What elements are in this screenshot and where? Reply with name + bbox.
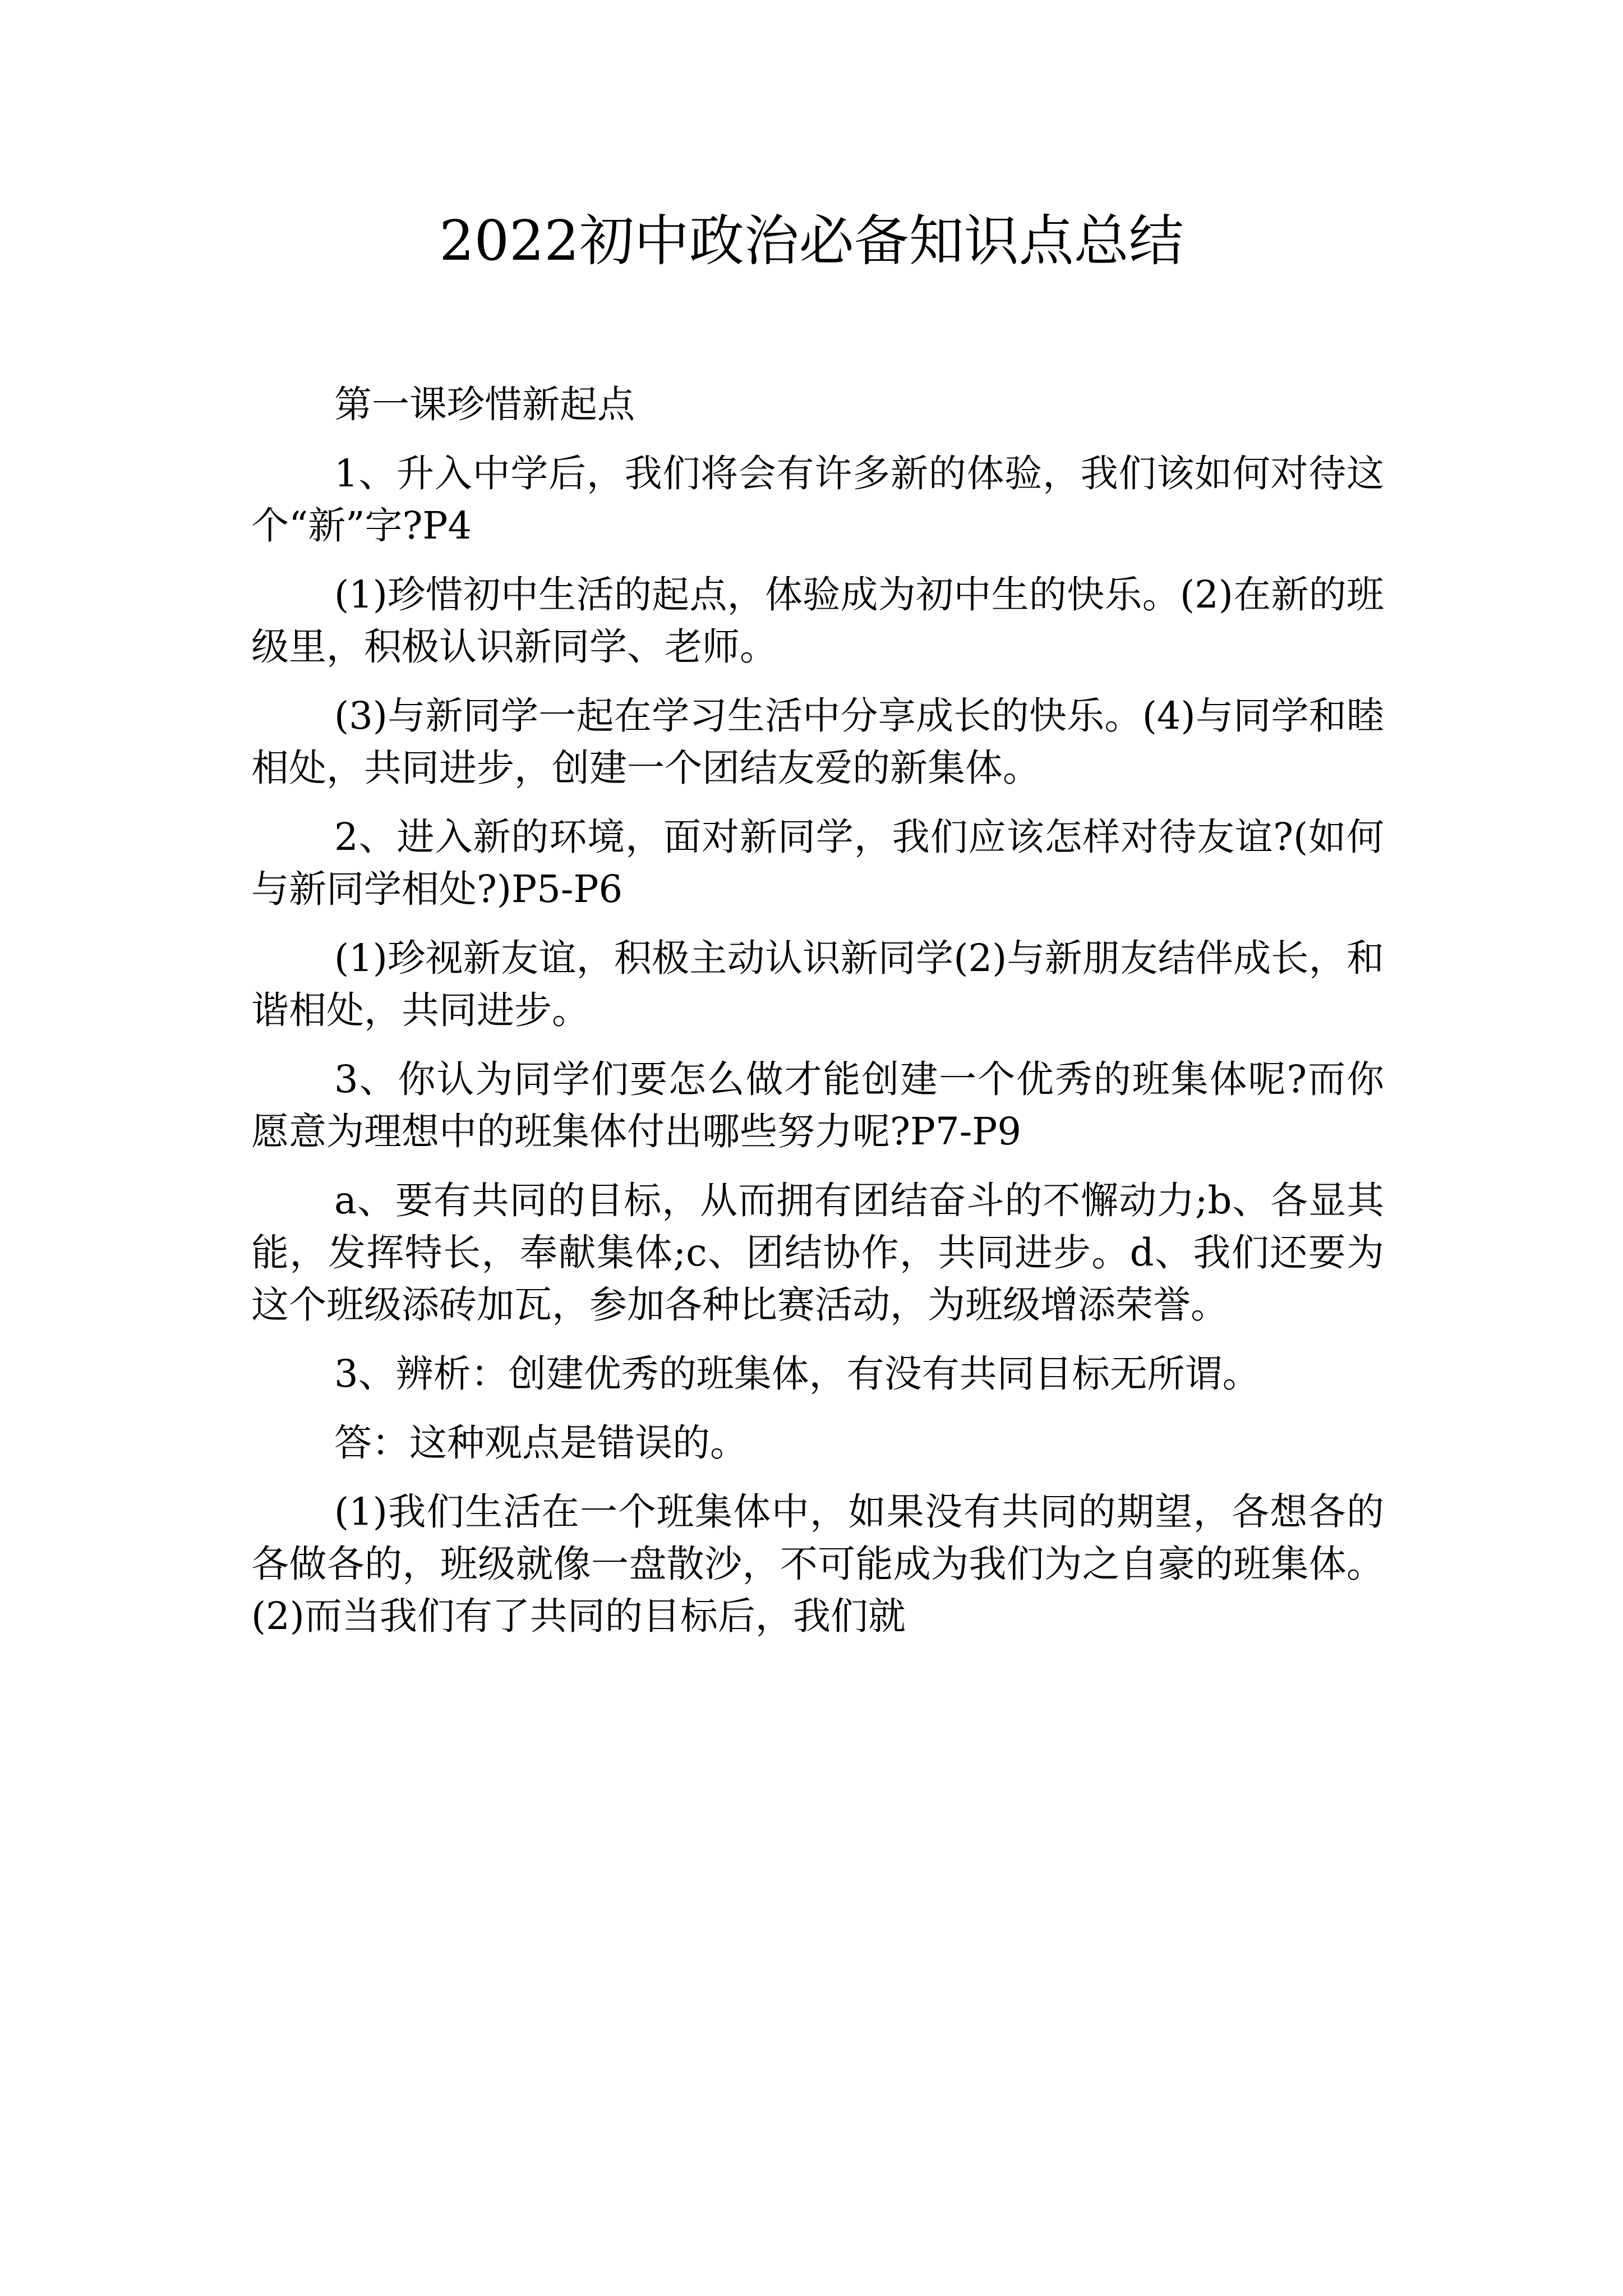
question-2: 2、进入新的环境，面对新同学，我们应该怎样对待友谊?(如何与新同学相处?)P5-P6 — [251, 815, 1384, 911]
answer-2: (1)珍视新友谊，积极主动认识新同学(2)与新朋友结伴成长，和谐相处，共同进步。 — [251, 936, 1384, 1032]
section-heading: 第一课珍惜新起点 — [334, 383, 635, 426]
analysis-explanation: (1)我们生活在一个班集体中，如果没有共同的期望，各想各的各做各的，班级就像一盘散沙，不可能成为我们为之自豪的班集体。(2)而当我们有了共同的目标后，我们就 — [251, 1490, 1384, 1638]
answer-1-part-1: (1)珍惜初中生活的起点，体验成为初中生的快乐。(2)在新的班级里，积极认识新同学、老师。 — [251, 573, 1384, 669]
question-3: 3、你认为同学们要怎么做才能创建一个优秀的班集体呢?而你愿意为理想中的班集体付出哪些努力呢?P7-P9 — [251, 1057, 1384, 1153]
analysis-answer: 答：这种观点是错误的。 — [334, 1421, 748, 1465]
question-1: 1、升入中学后，我们将会有许多新的体验，我们该如何对待这个“新”字?P4 — [251, 452, 1384, 547]
answer-3: a、要有共同的目标，从而拥有团结奋斗的不懈动力;b、各显其能，发挥特长，奉献集体;c、团结协作，共同进步。d、我们还要为这个班级添砖加瓦，参加各种比赛活动，为班级增添荣誉。 — [251, 1179, 1384, 1327]
document-body — [251, 379, 1384, 1659]
analysis-question: 3、辨析：创建优秀的班集体，有没有共同目标无所谓。 — [334, 1352, 1260, 1396]
document-title: 2022初中政治必备知识点总结 — [439, 209, 1184, 273]
answer-1-part-2: (3)与新同学一起在学习生活中分享成长的快乐。(4)与同学和睦相处，共同进步，创建一个团结友爱的新集体。 — [251, 694, 1384, 790]
